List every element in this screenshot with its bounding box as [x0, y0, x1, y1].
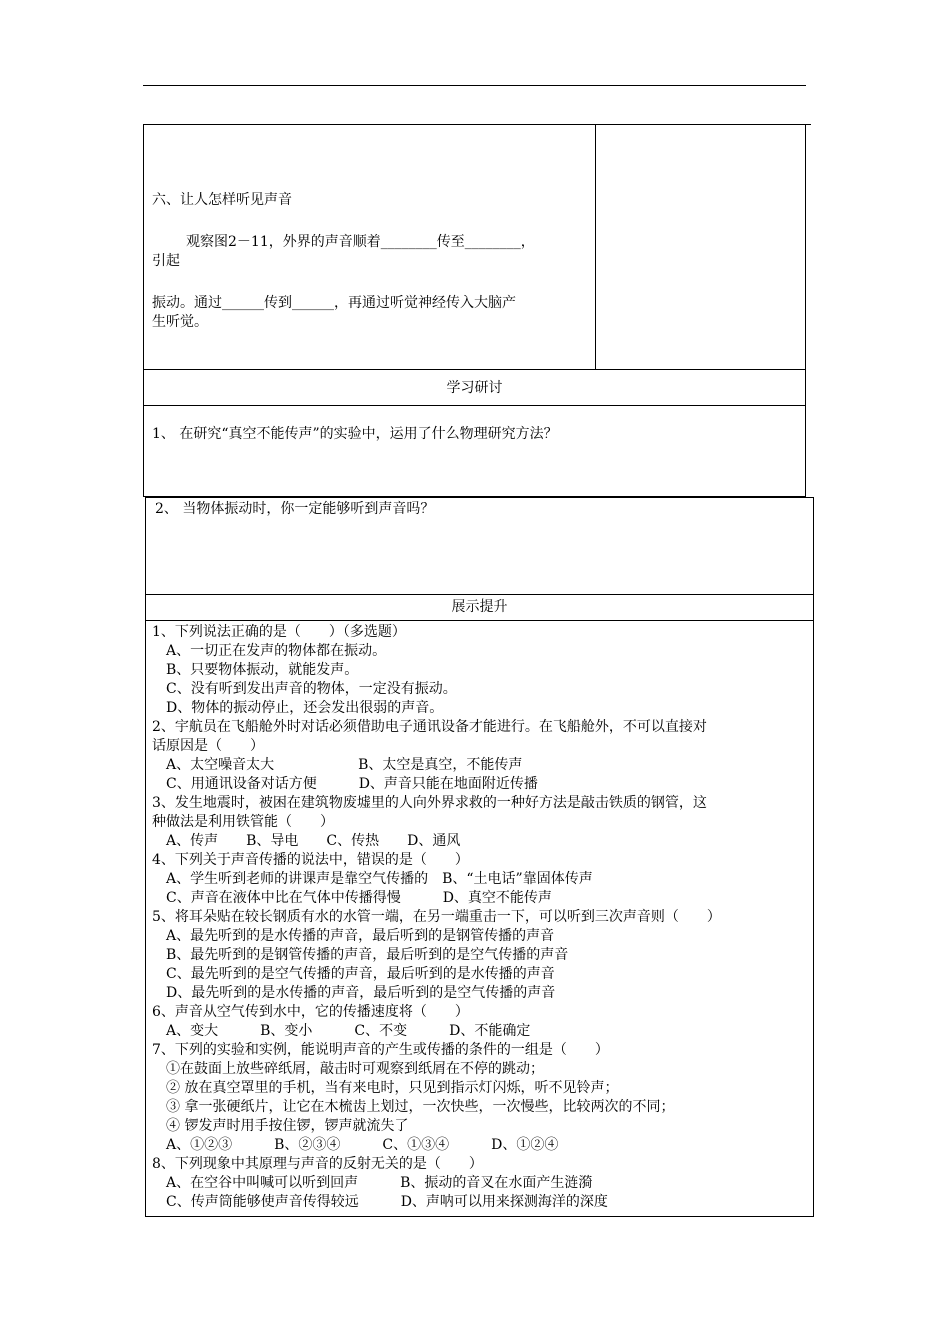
exercise-line: B、只要物体振动，就能发声。 [152, 662, 359, 678]
exercise-line: D、物体的振动停止，还会发出很弱的声音。 [152, 700, 444, 716]
exercise-line: 6、声音从空气传到水中，它的传播速度将（ ） [152, 1004, 469, 1020]
exercise-line: C、最先听到的是空气传播的声音，最后听到的是水传播的声音 [152, 966, 555, 982]
section6-title: 六、让人怎样听见声音 [152, 192, 292, 208]
exercise-line: A、最先听到的是水传播的声音，最后听到的是钢管传播的声音 [152, 928, 555, 944]
exercise-line: C、声音在液体中比在气体中传播得慢 D、真空不能传声 [152, 890, 552, 906]
section6-line4: 生听觉。 [152, 314, 208, 330]
exercise-line: A、传声 B、导电 C、传热 D、通风 [152, 833, 461, 849]
exercise-line: C、没有听到发出声音的物体，一定没有振动。 [152, 681, 457, 697]
exercise-line: ①在鼓面上放些碎纸屑，敲击时可观察到纸屑在不停的跳动； [152, 1061, 544, 1077]
exercise-line: 种做法是利用铁管能（ ） [152, 814, 334, 830]
notes-cell [595, 124, 806, 370]
exercise-line: A、太空噪音太大 B、太空是真空，不能传声 [152, 757, 523, 773]
exercise-line: C、用通讯设备对话方便 D、声音只能在地面附近传播 [152, 776, 538, 792]
section6-line2: 引起 [152, 253, 180, 269]
exercise-line: 话原因是（ ） [152, 738, 264, 754]
exercise-line: ③ 拿一张硬纸片，让它在木梳齿上划过，一次快些，一次慢些，比较两次的不同； [152, 1099, 675, 1115]
study-q2: 2、 当物体振动时，你一定能够听到声音吗？ [155, 501, 435, 517]
exercise-line: 8、下列现象中其原理与声音的反射无关的是（ ） [152, 1156, 483, 1172]
exercise-line: 1、下列说法正确的是（ ）（多选题） [152, 624, 406, 640]
section6-line1: 观察图2－11，外界的声音顺着________传至________， [186, 234, 535, 250]
exercise-line: D、最先听到的是水传播的声音，最后听到的是空气传播的声音 [152, 985, 556, 1001]
exercise-line: A、一切正在发声的物体都在振动。 [152, 643, 387, 659]
show-title: 展示提升 [451, 599, 508, 615]
exercise-line: 4、下列关于声音传播的说法中，错误的是（ ） [152, 852, 469, 868]
header-rule [143, 85, 806, 86]
exercise-line: ④ 锣发声时用手按住锣，锣声就流失了 [152, 1118, 409, 1134]
exercise-line: 3、发生地震时，被困在建筑物废墟里的人向外界求救的一种好方法是敲击铁质的钢管，这 [152, 795, 707, 811]
exercise-line: 2、宇航员在飞船舱外时对话必须借助电子通讯设备才能进行。在飞船舱外，不可以直接对 [152, 719, 707, 735]
exercise-line: A、学生听到老师的讲课声是靠空气传播的 B、“土电话”靠固体传声 [152, 871, 593, 887]
study-title: 学习研讨 [446, 380, 503, 396]
exercise-line: B、最先听到的是钢管传播的声音，最后听到的是空气传播的声音 [152, 947, 569, 963]
section6-line3: 振动。通过______传到______，再通过听觉神经传入大脑产 [152, 295, 516, 311]
exercise-line: A、变大 B、变小 C、不变 D、不能确定 [152, 1023, 531, 1039]
exercise-line: C、传声筒能够使声音传得较远 D、声呐可以用来探测海洋的深度 [152, 1194, 608, 1210]
table-edge-stub [805, 124, 811, 125]
study-q1-cell [143, 405, 806, 497]
exercise-line: 5、将耳朵贴在较长钢质有水的水管一端，在另一端重击一下，可以听到三次声音则（ ） [152, 909, 721, 925]
exercise-line: ② 放在真空罩里的手机，当有来电时，只见到指示灯闪烁，听不见铃声； [152, 1080, 619, 1096]
exercise-line: A、①②③ B、②③④ C、①③④ D、①②④ [152, 1137, 559, 1153]
study-q1: 1、 在研究“真空不能传声”的实验中，运用了什么物理研究方法？ [152, 426, 558, 442]
exercise-line: A、在空谷中叫喊可以听到回声 B、振动的音叉在水面产生涟漪 [152, 1175, 593, 1191]
exercise-line: 7、下列的实验和实例，能说明声音的产生或传播的条件的一组是（ ） [152, 1042, 609, 1058]
